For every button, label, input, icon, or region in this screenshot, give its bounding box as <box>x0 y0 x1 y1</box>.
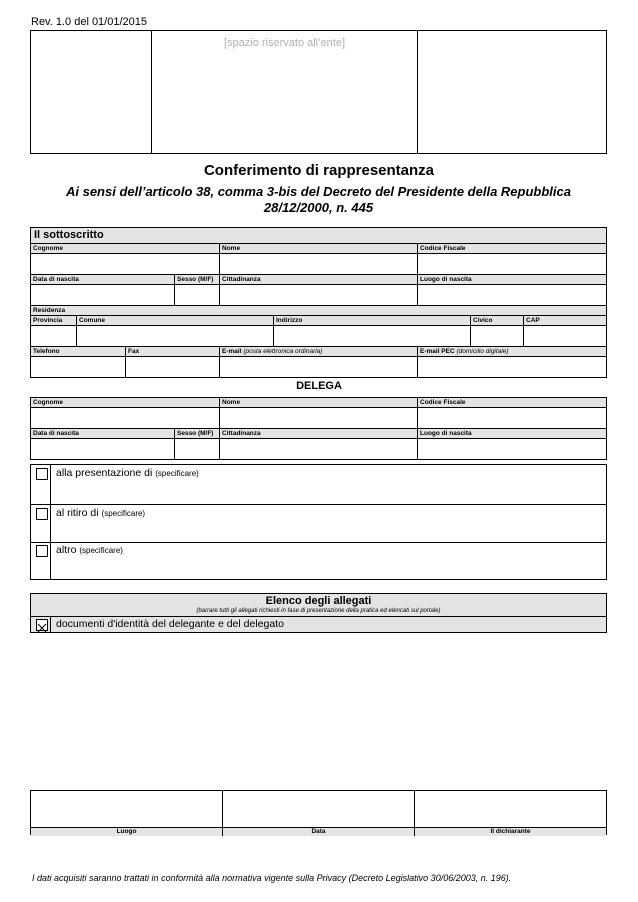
email-pec-label: E-mail PEC (domicilio digitale) <box>420 348 509 355</box>
signature-field[interactable] <box>415 791 606 827</box>
cognome-label: Cognome <box>31 398 220 407</box>
sesso-field[interactable] <box>175 439 220 459</box>
allegato-item <box>31 616 606 632</box>
privacy-notice: I dati acquisiti saranno trattati in conformità alla normativa vigente sulla Privacy (Decreto Legislativo 30/06/2003, n. 196). <box>32 873 512 883</box>
option-altro <box>31 543 606 579</box>
allegati-heading: Elenco degli allegati <box>265 595 372 607</box>
sesso-field[interactable] <box>175 285 220 305</box>
cittadinanza-label: Cittadinanza <box>220 275 418 284</box>
label-row <box>31 347 606 357</box>
checkbox[interactable] <box>36 545 48 557</box>
codice-fiscale-field[interactable] <box>418 408 606 428</box>
x-mark-icon <box>37 623 47 633</box>
codice-fiscale-label: Codice Fiscale <box>420 245 466 252</box>
delegation-options <box>30 464 607 580</box>
luogo-nascita-label: Luogo di nascita <box>420 430 472 437</box>
delega-section <box>30 397 607 460</box>
reserved-space-placeholder: [spazio riservato all’ente] <box>223 37 346 49</box>
indirizzo-field[interactable] <box>274 326 471 346</box>
option-label: alla presentazione di <box>56 467 153 479</box>
provincia-label: Provincia <box>31 316 77 325</box>
sottoscritto-section <box>30 227 607 378</box>
field-row <box>31 285 606 306</box>
allegati-note: (barrare tutti gli allegati richiesti in fase di presentazione della pratica ed elencati sul portale) <box>196 608 441 614</box>
data-field[interactable] <box>223 791 415 827</box>
luogo-field[interactable] <box>31 791 223 827</box>
luogo-label: Luogo <box>31 828 223 836</box>
indirizzo-label: Indirizzo <box>274 316 471 325</box>
provincia-field[interactable] <box>31 326 77 346</box>
nome-field[interactable] <box>220 254 418 274</box>
cap-label: CAP <box>526 317 540 324</box>
cittadinanza-field[interactable] <box>220 285 418 305</box>
cap-field[interactable] <box>524 326 606 346</box>
codice-fiscale-field[interactable] <box>418 254 606 274</box>
label-row <box>31 275 606 285</box>
label-row <box>31 306 606 316</box>
cittadinanza-field[interactable] <box>220 439 418 459</box>
fax-label: Fax <box>126 347 220 356</box>
option-ritiro <box>31 505 606 543</box>
cognome-field[interactable] <box>31 408 220 428</box>
option-label: altro <box>56 544 77 556</box>
nome-label: Nome <box>220 398 418 407</box>
checkbox[interactable] <box>36 468 48 480</box>
field-row <box>31 357 606 377</box>
luogo-nascita-label: Luogo di nascita <box>420 276 472 283</box>
divider <box>50 465 51 579</box>
cognome-label: Cognome <box>31 244 220 253</box>
header-box <box>30 30 607 154</box>
option-note: (specificare) <box>79 546 123 555</box>
civico-field[interactable] <box>471 326 524 346</box>
label-row <box>31 429 606 439</box>
cittadinanza-label: Cittadinanza <box>220 429 418 438</box>
option-note: (specificare) <box>101 509 146 518</box>
luogo-nascita-field[interactable] <box>418 285 606 305</box>
email-pec-field[interactable] <box>418 357 606 377</box>
cognome-field[interactable] <box>31 254 220 274</box>
sesso-label: Sesso (M/F) <box>175 429 220 438</box>
fax-field[interactable] <box>126 357 220 377</box>
comune-label: Comune <box>77 316 274 325</box>
civico-label: Civico <box>471 316 524 325</box>
dichiarante-label: Il dichiarante <box>490 828 531 835</box>
residenza-label: Residenza <box>33 307 66 314</box>
page-subtitle: Ai sensi dell’articolo 38, comma 3-bis del Decreto del Presidente della Repubblica 28/12/2000, n. 445 <box>65 184 571 215</box>
field-row <box>31 326 606 347</box>
delega-heading: DELEGA <box>296 380 342 392</box>
codice-fiscale-label: Codice Fiscale <box>420 399 466 406</box>
data-nascita-field[interactable] <box>31 285 175 305</box>
field-row <box>31 408 606 429</box>
allegati-section <box>30 593 607 633</box>
label-row <box>31 316 606 326</box>
data-nascita-field[interactable] <box>31 439 175 459</box>
page-title: Conferimento di rappresentanza <box>203 162 435 179</box>
signature-block <box>30 790 607 835</box>
field-row <box>31 254 606 275</box>
divider <box>417 31 418 153</box>
telefono-field[interactable] <box>31 357 126 377</box>
option-note: (specificare) <box>155 469 199 478</box>
email-label: E-mail (posta elettronica ordinaria) <box>220 347 418 356</box>
data-nascita-label: Data di nascita <box>31 275 175 284</box>
label-row <box>31 244 606 254</box>
divider <box>50 617 51 632</box>
sesso-label: Sesso (M/F) <box>175 275 220 284</box>
data-nascita-label: Data di nascita <box>31 429 175 438</box>
comune-field[interactable] <box>77 326 274 346</box>
option-label: al ritiro di <box>56 507 99 519</box>
revision-label: Rev. 1.0 del 01/01/2015 <box>31 16 147 28</box>
email-field[interactable] <box>220 357 418 377</box>
divider <box>151 31 152 153</box>
option-presentazione <box>31 465 606 505</box>
telefono-label: Telefono <box>31 347 126 356</box>
field-row <box>31 439 606 459</box>
luogo-nascita-field[interactable] <box>418 439 606 459</box>
allegato-label: documenti d'identità del delegante e del delegato <box>56 618 284 630</box>
section-heading: Il sottoscritto <box>31 228 606 244</box>
data-label: Data <box>223 828 415 836</box>
label-row <box>31 398 606 408</box>
nome-label: Nome <box>220 244 418 253</box>
checked-checkbox[interactable] <box>36 619 48 631</box>
checkbox[interactable] <box>36 508 48 520</box>
nome-field[interactable] <box>220 408 418 428</box>
